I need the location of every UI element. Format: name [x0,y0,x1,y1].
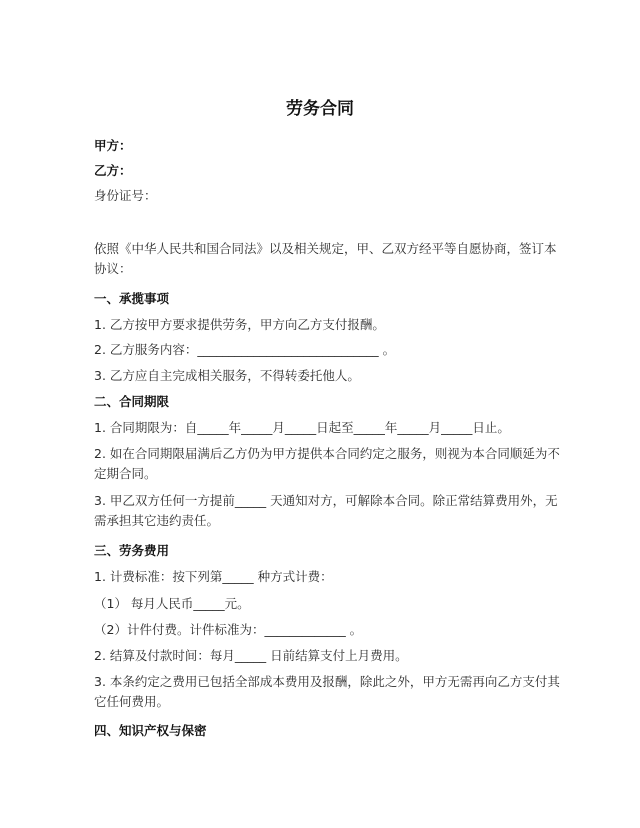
clause-text: 2. 乙方服务内容：_____________________________ 。 [94,342,396,357]
clause-text: （1） 每月人民币_____元。 [94,596,250,611]
party-a-label: 甲方： [94,138,132,153]
clause-text: 1. 乙方按甲方要求提供劳务，甲方向乙方支付报酬。 [94,317,385,332]
clause-text: 2. 结算及付款时间：每月_____ 日前结算支付上月费用。 [94,648,408,663]
clause-text: 2. 如在合同期限届满后乙方仍为甲方提供本合同约定之服务，则视为本合同顺延为不定期合同。 [94,446,560,481]
clause-text: 3. 乙方应自主完成相关服务，不得转委托他人。 [94,368,360,383]
clause-text: （2）计件付费。计件标准为：_____________ 。 [94,622,363,637]
section-heading: 三、劳务费用 [94,543,170,558]
section-heading: 四、知识产权与保密 [94,723,207,738]
party-b-label: 乙方： [94,163,132,178]
clause-text: 3. 甲乙双方任何一方提前_____ 天通知对方，可解除本合同。除正常结算费用外，无需承担其它违约责任。 [94,493,558,528]
section-heading: 二、合同期限 [94,394,170,409]
section-heading: 一、承揽事项 [94,291,170,306]
intro-paragraph: 依照《中华人民共和国合同法》以及相关规定，甲、乙双方经平等自愿协商，签订本协议： [94,241,557,276]
id-number-label: 身份证号： [94,188,157,203]
document-title: 劳务合同 [286,99,354,119]
clause-text: 1. 合同期限为：自_____年_____月_____日起至_____年_____月_____日止。 [94,420,510,435]
clause-text: 3. 本条约定之费用已包括全部成本费用及报酬，除此之外，甲方无需再向乙方支付其它任何费用。 [94,674,560,709]
clause-text: 1. 计费标准：按下列第_____ 种方式计费： [94,569,333,584]
